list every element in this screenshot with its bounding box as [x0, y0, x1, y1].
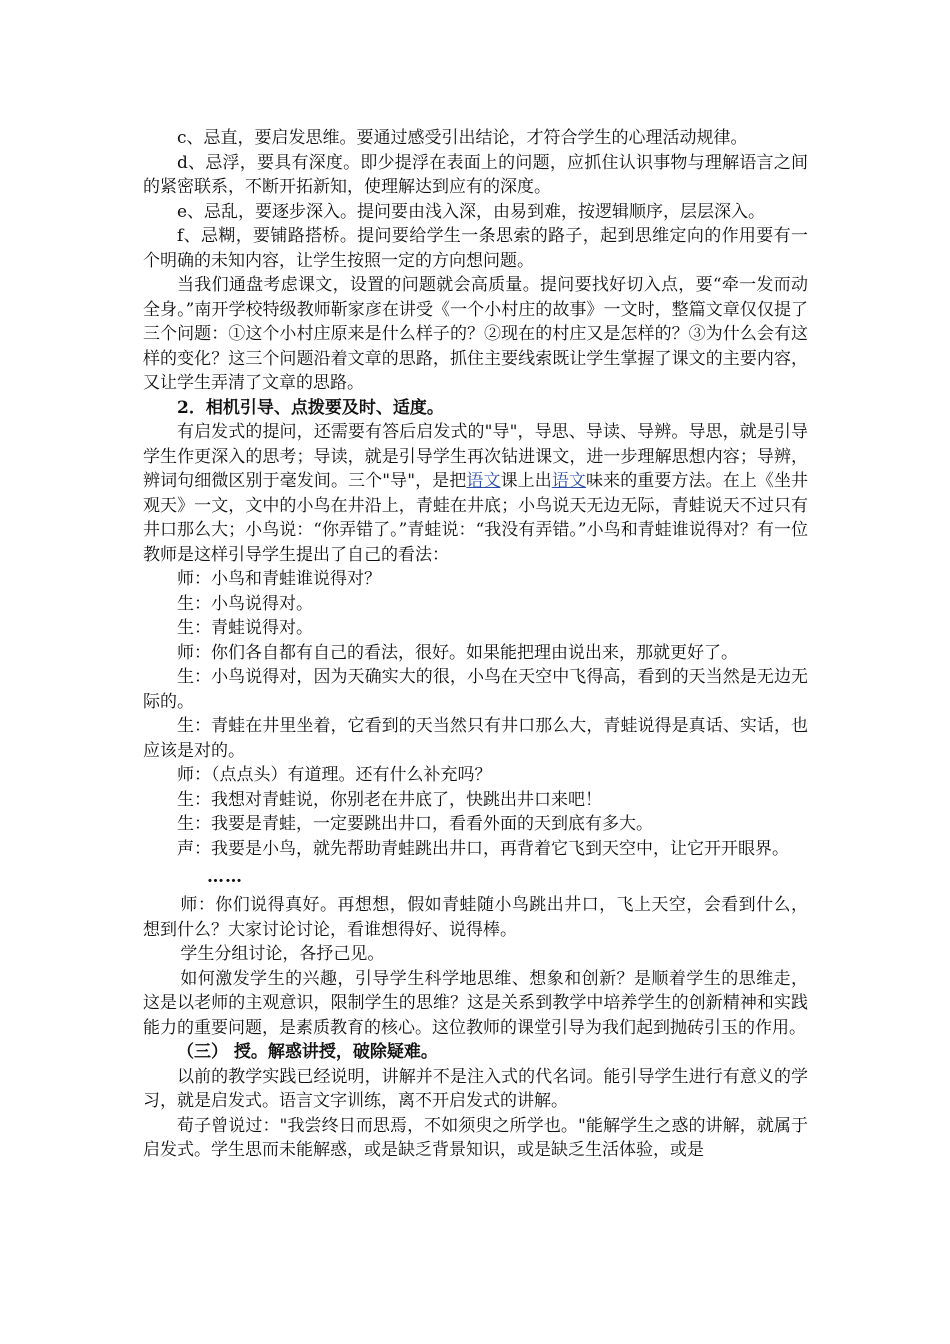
yuwen-link-2[interactable]: 语文 — [551, 471, 587, 491]
paragraph-d: d、忌浮，要具有深度。即少提浮在表面上的问题，应抓住认识事物与理解语言之间的紧密联系，不断开拓新知，使理解达到应有的深度。 — [143, 152, 808, 197]
dialogue-line-2: 生：小鸟说得对。 — [177, 593, 313, 614]
paragraph-c: c、忌直，要启发思维。要通过感受引出结论，才符合学生的心理活动规律。 — [177, 128, 748, 148]
dialogue-line-4: 师：你们各自都有自己的看法，很好。如果能把理由说出来，那就更好了。 — [177, 642, 738, 663]
dialogue-line-12: 学生分组讨论，各抒己见。 — [180, 944, 385, 964]
paragraph-e: e、忌乱，要逐步深入。提问要由浅入深，由易到难，按逻辑顺序，层层深入。 — [177, 201, 766, 222]
dialogue-line-10: 声：我要是小鸟，就先帮助青蛙跳出井口，再背着它飞到天空中，让它开开眼界。 — [177, 838, 789, 859]
guide-text-1: 有启发式的提问，还需要有答后启发式的"导"，导思、导读、导辨。导思，就是引导学生作更深入的思考；导读，就是引导学生再次钻进课文，进一步理解思想内容；导辨，辨词句细微区别于毫发间。三个"导"，是把 — [143, 422, 808, 491]
dialogue-line-5: 生：小鸟说得对，因为天确实大的很，小鸟在天空中飞得高，看到的天当然是无边无际的。 — [143, 667, 808, 712]
ellipsis: …… — [207, 867, 243, 887]
dialogue-line-6: 生：青蛙在井里坐着，它看到的天当然只有井口那么大，青蛙说得是真话、实话，也应该是对的。 — [143, 716, 808, 761]
dialogue-line-1: 师：小鸟和青蛙谁说得对？ — [177, 569, 381, 589]
paragraph-f: f、忌糊，要铺路搭桥。提问要给学生一条思索的路子，起到思维定向的作用要有一个明确的未知内容，让学生按照一定的方向想问题。 — [143, 226, 808, 271]
yuwen-link-1[interactable]: 语文 — [466, 471, 501, 491]
paragraph-guide — [143, 420, 808, 567]
dialogue-line-8: 生：我想对青蛙说，你别老在井底了，快跳出井口来吧！ — [177, 789, 602, 810]
guide-text-3: 味来的重要方法。在上《坐井观天》一文，文中的小鸟在井沿上，青蛙在井底；小鸟说天无边无际，青蛙说天不过只有井口那么大；小鸟说：“你弄错了。”青蛙说：“我没有弄错。”小鸟和青蛙谁说得对？有一位教师是这样引导学生提出了自己的看法： — [143, 471, 809, 565]
paragraph-overall: 当我们通盘考虑课文，设置的问题就会高质量。提问要找好切入点，要“牵一发而动全身。”南开学校特级教师靳家彦在讲受《一个小村庄的故事》一文时，整篇文章仅仅提了三个问题：①这个小村庄原来是什么样子的？②现在的村庄又是怎样的？③为什么会有这样的变化？这三个问题沿着文章的思路，抓住主要线索既让学生掌握了课文的主要内容，又让学生弄清了文章的思路。 — [143, 275, 808, 393]
section-heading-3: （三） 授。解惑讲授，破除疑难。 — [177, 1042, 438, 1062]
guide-text-2: 课上出 — [500, 471, 552, 491]
dialogue-line-3: 生：青蛙说得对。 — [177, 618, 313, 638]
paragraph-xunzi: 荀子曾说过："我尝终日而思焉，不如须臾之所学也。"能解学生之惑的讲解，就属于启发式。学生思而未能解惑，或是缺乏背景知识，或是缺乏生活体验，或是 — [143, 1115, 808, 1160]
dialogue-line-11: 师：你们说得真好。再想想，假如青蛙随小鸟跳出井口，飞上天空，会看到什么，想到什么？大家讨论讨论，看谁想得好、说得棒。 — [143, 895, 808, 940]
dialogue-line-9: 生：我要是青蛙，一定要跳出井口，看看外面的天到底有多大。 — [177, 814, 653, 834]
paragraph-past: 以前的教学实践已经说明，讲解并不是注入式的代名词。能引导学生进行有意义的学习，就是启发式。语言文字训练，离不开启发式的讲解。 — [143, 1066, 808, 1111]
section-heading-2: 2．相机引导、点拨要及时、适度。 — [177, 397, 444, 418]
paragraph-inspire: 如何激发学生的兴趣，引导学生科学地思维、想象和创新？是顺着学生的思维走，这是以老师的主观意识，限制学生的思维？这是关系到教学中培养学生的创新精神和实践能力的重要问题，是素质教育的核心。这位教师的课堂引导为我们起到抛砖引玉的作用。 — [143, 968, 808, 1038]
dialogue-line-7: 师：（点点头）有道理。还有什么补充吗？ — [177, 765, 492, 785]
